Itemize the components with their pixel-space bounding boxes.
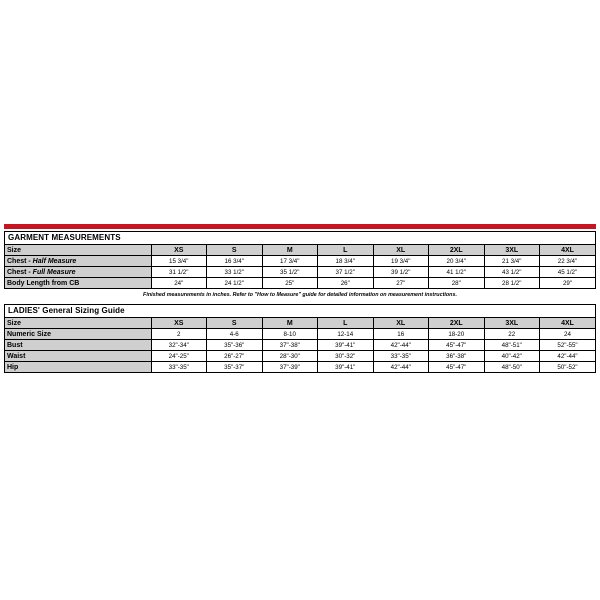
- row-label: [5, 267, 151, 278]
- value-cell: 20 3/4": [429, 256, 485, 267]
- value-cell: 22 3/4": [540, 256, 596, 267]
- value-cell: 28 1/2": [484, 278, 540, 289]
- value-cell: 35"-36": [207, 340, 263, 351]
- value-cell: 26": [318, 278, 374, 289]
- value-cell: 33 1/2": [207, 267, 263, 278]
- ladies-sizing-table: [5, 318, 595, 372]
- value-cell: 45"-47": [429, 362, 485, 373]
- size-header-label: Size: [5, 318, 151, 329]
- value-cell: 37 1/2": [318, 267, 374, 278]
- size-header-cell: M: [262, 245, 318, 256]
- value-cell: 37"-39": [262, 362, 318, 373]
- value-cell: 28"-30": [262, 351, 318, 362]
- value-cell: 39 1/2": [373, 267, 429, 278]
- table-row: [5, 278, 595, 289]
- size-header-cell: 4XL: [540, 318, 596, 329]
- table-row: [5, 351, 595, 362]
- size-header-cell: 2XL: [429, 318, 485, 329]
- table-row: [5, 329, 595, 340]
- row-label: Waist: [5, 351, 151, 362]
- size-header-cell: 3XL: [484, 318, 540, 329]
- value-cell: 42"-44": [373, 340, 429, 351]
- row-label-text: Chest -: [7, 257, 33, 265]
- value-cell: 24: [540, 329, 596, 340]
- value-cell: 8-10: [262, 329, 318, 340]
- value-cell: 24"-25": [151, 351, 207, 362]
- size-header-label: Size: [5, 245, 151, 256]
- ladies-sizing-title: LADIES' General Sizing Guide: [5, 305, 595, 318]
- value-cell: 24": [151, 278, 207, 289]
- value-cell: 41 1/2": [429, 267, 485, 278]
- value-cell: 39"-41": [318, 340, 374, 351]
- value-cell: 24 1/2": [207, 278, 263, 289]
- value-cell: 2: [151, 329, 207, 340]
- value-cell: 17 3/4": [262, 256, 318, 267]
- size-header-cell: XS: [151, 318, 207, 329]
- red-accent-bar: [4, 224, 596, 229]
- table-row: [5, 362, 595, 373]
- value-cell: 30"-32": [318, 351, 374, 362]
- value-cell: 27": [373, 278, 429, 289]
- table-row: [5, 340, 595, 351]
- value-cell: 18-20: [429, 329, 485, 340]
- table-header-row: [5, 318, 595, 329]
- value-cell: 42"-44": [540, 351, 596, 362]
- value-cell: 45 1/2": [540, 267, 596, 278]
- value-cell: 26"-27": [207, 351, 263, 362]
- value-cell: 4-6: [207, 329, 263, 340]
- value-cell: 37"-38": [262, 340, 318, 351]
- size-header-cell: L: [318, 245, 374, 256]
- garment-measurements-title: GARMENT MEASUREMENTS: [5, 232, 595, 245]
- value-cell: 50"-52": [540, 362, 596, 373]
- value-cell: 16: [373, 329, 429, 340]
- size-header-cell: S: [207, 245, 263, 256]
- row-label: Bust: [5, 340, 151, 351]
- value-cell: 45"-47": [429, 340, 485, 351]
- measurement-note: Finished measurements in inches. Refer to "How to Measure" guide for detailed information on measurement instructions.: [143, 292, 457, 298]
- value-cell: 40"-42": [484, 351, 540, 362]
- value-cell: 29": [540, 278, 596, 289]
- value-cell: 48"-50": [484, 362, 540, 373]
- value-cell: 28": [429, 278, 485, 289]
- size-header-cell: 4XL: [540, 245, 596, 256]
- size-header-cell: S: [207, 318, 263, 329]
- row-label-emphasis: Half Measure: [32, 257, 77, 265]
- table-row: [5, 267, 595, 278]
- value-cell: 21 3/4": [484, 256, 540, 267]
- size-header-cell: L: [318, 318, 374, 329]
- value-cell: 36"-38": [429, 351, 485, 362]
- size-chart-sheet: [4, 224, 596, 373]
- value-cell: 25": [262, 278, 318, 289]
- row-label: Hip: [5, 362, 151, 373]
- table-row: [5, 256, 595, 267]
- row-label: [5, 256, 151, 267]
- value-cell: 12-14: [318, 329, 374, 340]
- value-cell: 39"-41": [318, 362, 374, 373]
- row-label-emphasis: Full Measure: [32, 268, 76, 276]
- value-cell: 33"-35": [151, 362, 207, 373]
- row-label-text: Body Length from CB: [7, 279, 80, 287]
- row-label: [5, 278, 151, 289]
- value-cell: 15 3/4": [151, 256, 207, 267]
- value-cell: 18 3/4": [318, 256, 374, 267]
- value-cell: 16 3/4": [207, 256, 263, 267]
- size-header-cell: 3XL: [484, 245, 540, 256]
- value-cell: 32"-34": [151, 340, 207, 351]
- value-cell: 22: [484, 329, 540, 340]
- value-cell: 33"-35": [373, 351, 429, 362]
- value-cell: 31 1/2": [151, 267, 207, 278]
- ladies-sizing-section: [4, 304, 596, 373]
- garment-measurements-section: [4, 231, 596, 289]
- size-header-cell: XS: [151, 245, 207, 256]
- row-label: Numeric Size: [5, 329, 151, 340]
- row-label-text: Chest -: [7, 268, 33, 276]
- size-header-cell: XL: [373, 245, 429, 256]
- value-cell: 19 3/4": [373, 256, 429, 267]
- size-header-cell: XL: [373, 318, 429, 329]
- value-cell: 35 1/2": [262, 267, 318, 278]
- value-cell: 52"-55": [540, 340, 596, 351]
- size-header-cell: 2XL: [429, 245, 485, 256]
- garment-measurements-table: [5, 245, 595, 288]
- value-cell: 42"-44": [373, 362, 429, 373]
- value-cell: 43 1/2": [484, 267, 540, 278]
- value-cell: 35"-37": [207, 362, 263, 373]
- table-header-row: [5, 245, 595, 256]
- value-cell: 48"-51": [484, 340, 540, 351]
- size-header-cell: M: [262, 318, 318, 329]
